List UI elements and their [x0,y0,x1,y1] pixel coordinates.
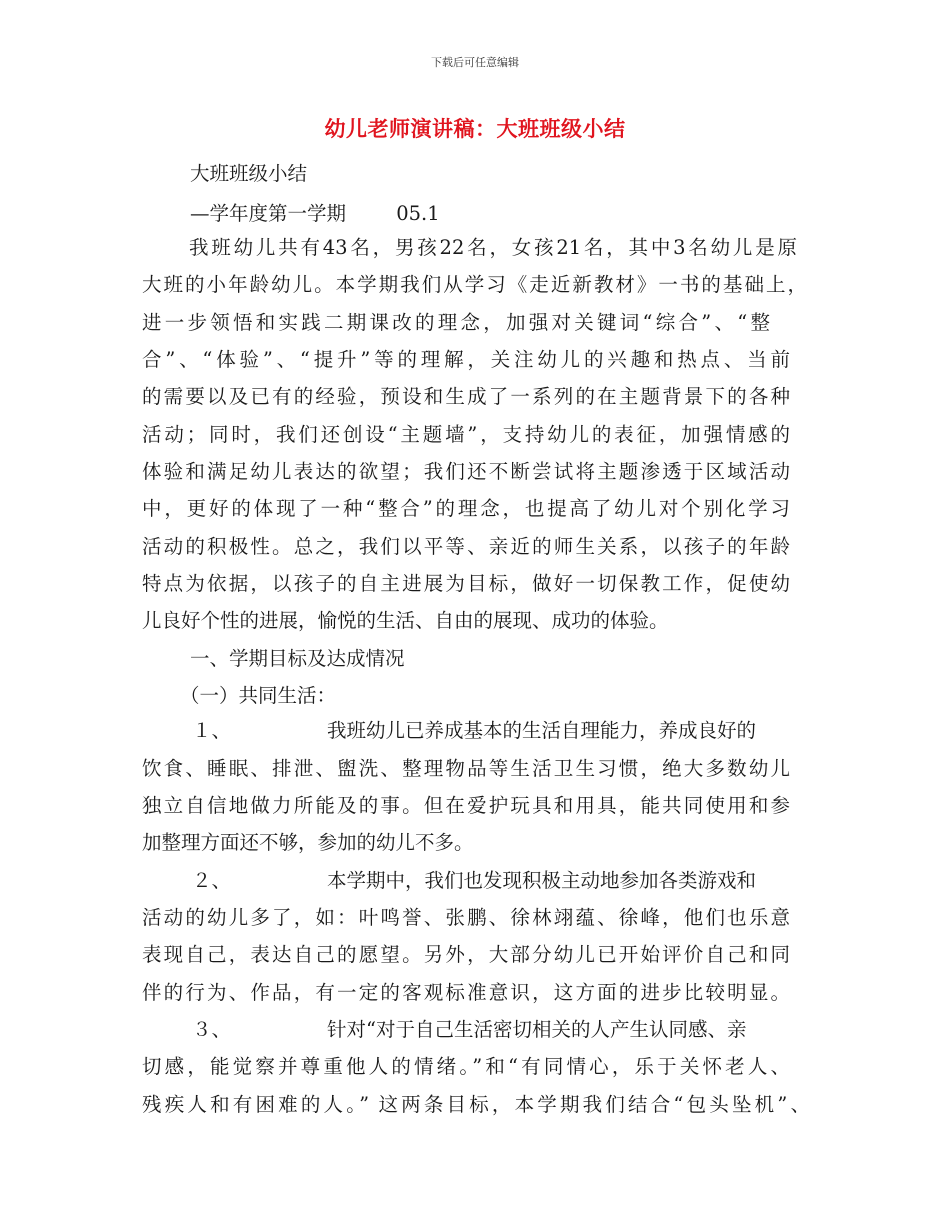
paragraph-line: 活动的积极性。总之，我们以平等、亲近的师生关系，以孩子的年龄 [142,535,790,558]
item-first-line [192,718,756,744]
paragraph-line: 特点为依据，以孩子的自主进展为目标，做好一切保教工作，促使幼 [142,572,790,595]
item-number: ３、 [192,1018,232,1041]
paragraph-line: 活动的幼儿多了，如：叶鸣誉、张鹏、徐林翊蕴、徐峰，他们也乐意 [142,906,790,929]
paragraph-line: 残疾人和有困难的人。” 这两条目标，本学期我们结合“包头坠机”、 [142,1093,810,1116]
document-title: 幼儿老师演讲稿：大班班级小结 [324,116,626,141]
subsection-heading: （一）共同生活： [180,684,337,707]
item-number: １、 [192,719,232,742]
term-text: —学年度第一学期 [190,202,347,225]
term-line [190,201,440,227]
term-date: 05.1 [396,202,440,225]
paragraph-line: 中，更好的体现了一种“整合”的理念，也提高了幼儿对个别化学习 [142,497,790,520]
paragraph-line: 儿良好个性的进展，愉悦的生活、自由的展现、成功的体验。 [142,609,669,632]
paragraph-line: 独立自信地做力所能及的事。但在爱护玩具和用具，能共同使用和参 [142,794,790,817]
header-note: 下载后可任意编辑 [431,56,519,69]
paragraph-line: 我班幼儿共有43名，男孩22名，女孩21名，其中3名幼儿是原 [189,236,797,259]
section-heading: 一、学期目标及达成情况 [190,647,405,670]
paragraph-line: 切感，能觉察并尊重他人的情绪。”和“有同情心，乐于关怀老人、 [142,1055,790,1078]
item-text: 我班幼儿已养成基本的生活自理能力，养成良好的 [327,719,757,742]
paragraph-line: 饮食、睡眠、排泄、盥洗、整理物品等生活卫生习惯，绝大多数幼儿 [142,757,790,780]
paragraph-line: 的需要以及已有的经验，预设和生成了一系列的在主题背景下的各种 [142,385,790,408]
paragraph-line: 合”、“体验”、“提升”等的理解，关注幼儿的兴趣和热点、当前 [142,348,790,371]
paragraph-line: 进一步领悟和实践二期课改的理念，加强对关键词“综合”、“整 [142,311,770,334]
paragraph-line: 活动；同时，我们还创设“主题墙”，支持幼儿的表征，加强情感的 [142,423,790,446]
paragraph-line: 加整理方面还不够，参加的幼儿不多。 [142,831,474,854]
item-text: 本学期中，我们也发现积极主动地参加各类游戏和 [327,869,757,892]
item-first-line [192,868,756,894]
item-text: 针对“对于自己生活密切相关的人产生认同感、亲 [327,1018,747,1041]
paragraph-line: 体验和满足幼儿表达的欲望；我们还不断尝试将主题渗透于区域活动 [142,460,790,483]
subtitle: 大班班级小结 [190,162,308,185]
item-first-line [192,1017,746,1043]
paragraph-line: 表现自己，表达自己的愿望。另外，大部分幼儿已开始评价自己和同 [142,943,790,966]
paragraph-line: 伴的行为、作品，有一定的客观标准意识，这方面的进步比较明显。 [142,981,790,1004]
item-number: ２、 [192,869,232,892]
paragraph-line: 大班的小年龄幼儿。本学期我们从学习《走近新教材》一书的基础上， [142,273,807,296]
